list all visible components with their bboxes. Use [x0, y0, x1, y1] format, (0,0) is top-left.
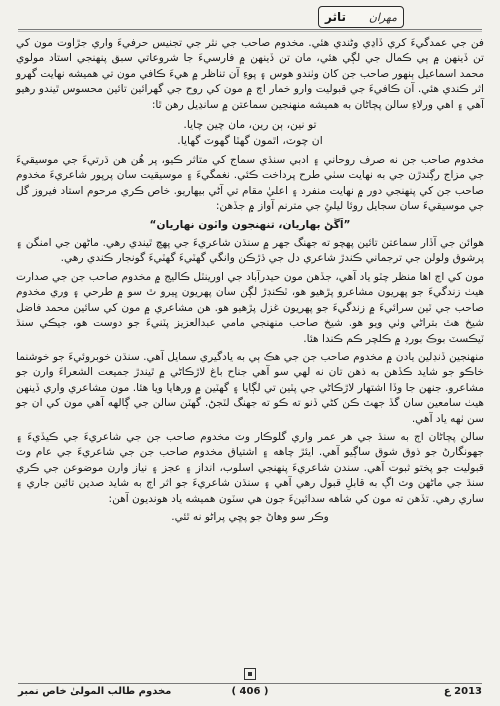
- section-title-box: [318, 6, 404, 28]
- header-rule: [18, 29, 482, 30]
- paragraph-2: مخدوم صاحب جن نه صرف روحاني ۽ ادبي سنڌي سماج کي متاثر ڪيو، پر هُن هن ڌرتيءَ جي موسيقيءَ جي مزاج رڳندڙن جي به نهايت سٺي طرح پرداخت ڪئي. نغمگيءَ ۽ موسيقيت سان پرپور شاعريءَ مخدوم صاحب جن کي پنهنجي دور ۾ نهايت منفرد ۽ اعليٰ مقام تي آڻي بيهاريو. خاص ڪري مرحوم استاد فيروز گل جي موسيقيءَ سان سجايل روئا ليلئِ جي مترنم آواز ۾ جڏهن:: [16, 154, 484, 213]
- quoted-song-line: ”اَڱڻ بهاريان، تنهنجون واٽون نهاريان“: [149, 218, 351, 231]
- closing-verse: وڪر سو وهاڻ جو پڇي پراڻو نه ٿئي.: [171, 510, 329, 523]
- footer-ornament-icon: [244, 668, 256, 680]
- section-title: تاثر: [325, 10, 346, 24]
- magazine-logo: مهران: [368, 10, 397, 24]
- page-number: ( 406 ): [231, 686, 269, 697]
- verse-line-1: تو نين، ٻن رين، مان چين چايا.: [183, 118, 317, 132]
- paragraph-4: مون کي اڄ اها منظر چٽو ياد آهي، جڏهن مون حيدرآباد جي اورينٽل ڪاليج ۾ مخدوم صاحب جن جي صدارت هيٺ زندگيءَ جو پهريون مشاعرو پڙهيو هو، ٽڪنڊڙ لڳن سان پهريون ڀيرو ٿ سو ۾ طرحي ۽ وري مخدوم صاحب جي ٽين سرائيءَ ۾ زندگيءَ جو پهريون غزل پڙهيو هو. هن مشاعري ۾ مون کي سائين محمد فاضل شيخ هٿ بتراڻي وٺي ويو هو. شيخ صاحب منهنجي مامي عبدالعزيز پٽنيءَ جو دوست هو، جيڪي سنڌ ٽيڪسٽ بوڪ بورڊ ۾ ڪلچر ڪم ڪندا هئا.: [16, 270, 484, 345]
- paragraph-3: هوائن جي آڏار سماعتن تائين پهچو ته جهنگ جهر ۾ سنڌن شاعريءَ جي پهچ ٿيندي رهي. ماڻهن جي امنگن ۽ پرشوق ولولن جي ترجماني ڪندڙ شاعري دل جي ڌڙڪن وانگي گهٽيءَ گهٽيءَ گونجار ڪندي رهي.: [16, 237, 484, 265]
- paragraph-1: فن جي عمدگيءَ کري ڏاڍي وڻندي هئي. مخدوم صاحب جي نثر جي تجنيس حرفيءَ واري جڙاوت مون کي تن ڏينهن ۾ ٻي ڪمال جي لڳي هئي، مان تن ڏينهن ۾ فارسيءَ جا شروعاتي سبق پنهنجي استاد مولوي محمد اسماعيل ٻنهور صاحب جن کان وٺندو هوس ۽ پوءِ آن تناظر ۾ هيءَ ڪافي مون تي هميشه نهايت گهرو اثر ڪندي هئي. آن ڪافيءَ جي قبوليت وارو خمار اڄ ۾ مون کي روح جي گهرائين تائين محسوس ٿيندو رهيو آهي ۽ اهي ورلاءِ سالن پڄاڻان به هميشه منهنجين سماعتن ۾ سانڍيل رهن ٿا:: [16, 37, 484, 111]
- issue-label: مخدوم طالب المولىٰ خاص نمبر: [18, 686, 172, 697]
- paragraph-6: سالن پڄاڻان اڄ به سنڌ جي هر عمر واري گلوڪار وٽ مخدوم صاحب جن جي شاعريءَ جي ڪيڏيءَ ۽ جهونگارڻ جو ذوق شوق ساڳيو آهي. ايئڙ چاهه ۽ اشتياق مخدوم صاحب جن جي شاعريءَ جي عام وٽ قبوليت جو پختو ثبوت آهي. سندن شاعريءَ پنهنجي اسلوب، انداز ۽ عجز ۽ نياز وارن موضوعن جي ڪري سنڌ جي ماڻهن وٽ اڳ به قابلِ قبول رهي آهي ۽ سنڌن شاعريءَ جو اثر اڄ به شايد صدين تائين جاري ۽ ساري رهي. تڏهن ته مون کي شاهه سدائينءَ جون هي سٽون هميشه ياد هونديون آهن:: [16, 430, 484, 505]
- article-body: [16, 36, 484, 662]
- header-rule-thin: [18, 31, 482, 32]
- page-footer: [18, 668, 482, 700]
- page-header: [18, 6, 482, 32]
- issue-year: 2013 ع: [443, 686, 482, 697]
- footer-rule: [18, 683, 482, 684]
- paragraph-5: منهنجين ڏنڊلين يادن ۾ مخدوم صاحب جن جي هڪ ٻي به يادگيري سمايل آهي. سنڌن خوبروئيءَ جو خوشنما خاڪو جو شايد ڪڏهن به ذهن تان نه لهي سو آهي جناح باغ لاڙڪاڻي ۾ ٿيندڙ جميعت الشعراءَ وارن جو مشاعرو. جنهن جا وڏا اشتهار لاڙڪاڻي جي پٽين تي لڳايا ۽ گهٽين ۾ ورهايا ويا هئا. مون مشاعري واري ڏينهن هيٺ سامعين سان گڏ جهٽ ڪن کڻي ڏنو ته ڪو ته جهنگ لٽجڻ. گهٽن سالن جي ڳالهه آهي مون کي ان جو سن ٺهه ياد آهي.: [16, 350, 484, 425]
- verse-line-2: ان چوٽ، اٿمون گهٽا گهوٽ گهايا.: [177, 134, 323, 148]
- verse-block: [16, 117, 484, 149]
